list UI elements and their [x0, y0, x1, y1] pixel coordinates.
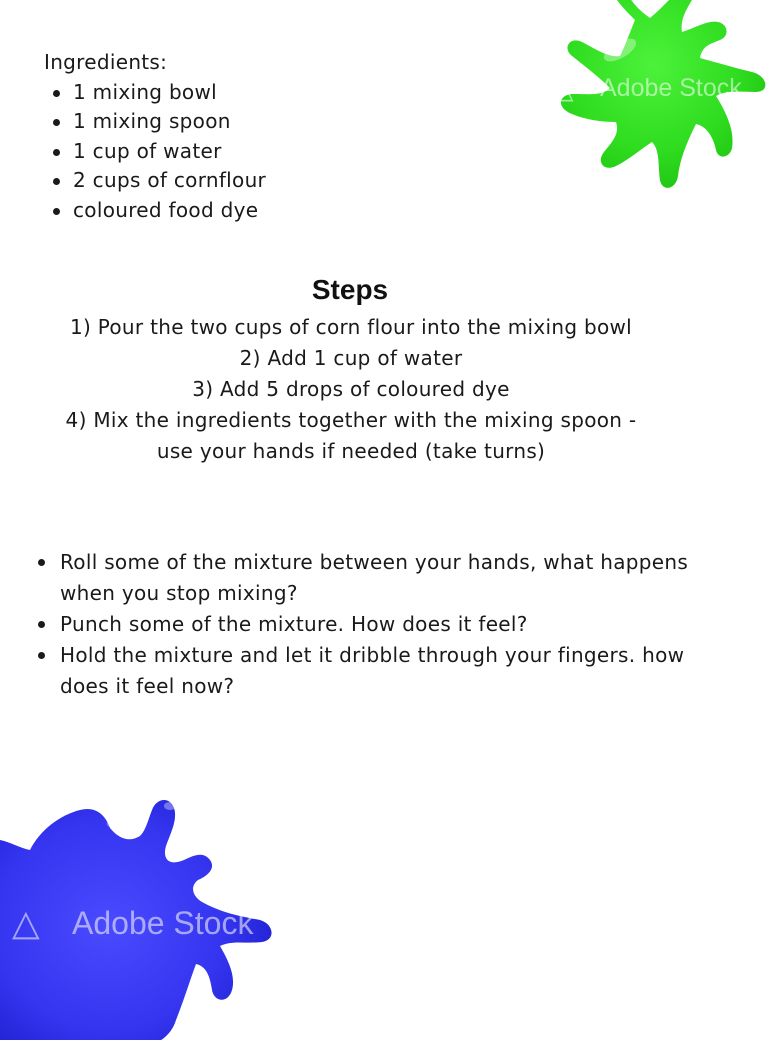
watermark-text: Adobe Stock — [600, 74, 742, 102]
watermark-text: Adobe Stock — [72, 905, 254, 941]
step-item: 1) Pour the two cups of corn flour into the mixing bowl — [69, 315, 633, 339]
questions-section — [36, 547, 726, 702]
list-item: Roll some of the mixture between your hands, what happens when you stop mixing? — [36, 547, 726, 609]
green-paint-splat — [520, 0, 768, 220]
adobe-logo-icon: △ — [12, 902, 40, 943]
list-item: Hold the mixture and let it dribble through your fingers. how does it feel now? — [36, 640, 726, 702]
list-item: coloured food dye — [44, 196, 266, 226]
ingredients-heading: Ingredients: — [44, 50, 168, 74]
adobe-logo-icon: △ — [552, 73, 574, 104]
steps-heading: Steps — [311, 274, 389, 305]
steps-list — [60, 312, 642, 467]
list-item: 1 mixing spoon — [44, 107, 266, 137]
step-item: 2) Add 1 cup of water — [239, 346, 463, 370]
list-item: 1 mixing bowl — [44, 78, 266, 108]
list-item: Punch some of the mixture. How does it feel? — [36, 609, 726, 640]
list-item: 1 cup of water — [44, 137, 266, 167]
ingredients-list — [44, 78, 266, 226]
questions-list — [36, 547, 726, 702]
ingredients-section — [44, 48, 266, 225]
list-item: 2 cups of cornflour — [44, 166, 266, 196]
step-item: 4) Mix the ingredients together with the mixing spoon -use your hands if needed (take turns) — [65, 408, 637, 463]
step-item: 3) Add 5 drops of coloured dye — [192, 377, 510, 401]
